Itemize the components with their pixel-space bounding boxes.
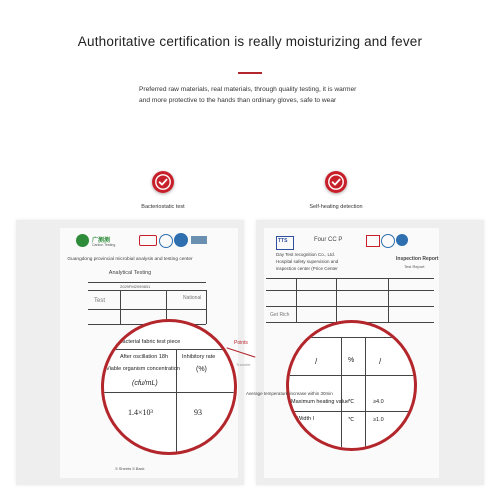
report-title: Inspection Report — [396, 256, 439, 262]
checkmark-icon — [325, 171, 347, 193]
magnifier-rule — [289, 375, 414, 376]
report-no: 2029FM2099831 — [120, 284, 151, 289]
right-magnified-detail — [286, 320, 417, 451]
left-footer: 5 Sheets 5 Back — [115, 466, 145, 471]
intro-text — [139, 84, 389, 106]
heat-value: ≥4.0 — [373, 399, 384, 405]
cell-2: % — [348, 357, 355, 364]
magnifier-rule — [289, 337, 414, 338]
avg-sub: Width I — [297, 416, 315, 422]
national-label: National — [183, 295, 202, 301]
table-rule — [388, 278, 389, 322]
magnifier-rule — [341, 337, 342, 448]
lab-line-1: Day Test recognition Co., Ltd. — [276, 252, 335, 257]
cell-3: / — [379, 357, 382, 366]
points-callout: Points — [234, 340, 248, 346]
table-rule — [296, 278, 297, 322]
magnifier-rule — [104, 392, 234, 393]
bacteriostatic-caption: Bacteriostatic test — [141, 204, 185, 210]
transfer-callout: Transfer — [236, 362, 251, 367]
row-label-oscillation: After oscillation 18h — [120, 354, 168, 360]
table-rule — [206, 290, 207, 324]
left-certificate-panel — [16, 220, 244, 485]
table-rule — [120, 290, 121, 324]
tts-logo-text: TTS — [278, 238, 288, 244]
row-label-fabric: Antibacterial fabric test piece — [110, 339, 181, 345]
table-rule — [266, 306, 434, 307]
ilac-logo-icon — [191, 236, 207, 244]
magnifier-rule — [176, 349, 177, 452]
lab-logo-icon — [76, 234, 89, 247]
avg-row-label: Average temperature increase within 30min — [246, 391, 333, 396]
table-rule — [88, 309, 206, 310]
table-rule — [266, 278, 434, 279]
intro-line-2: and more protective to the hands than ordinary gloves, safe to wear — [139, 97, 337, 104]
magnifier-rule — [289, 411, 414, 412]
seal-logo-icon — [381, 234, 395, 248]
report-sub: Test Report — [404, 264, 425, 269]
table-rule — [266, 290, 434, 291]
magnifier-rule — [365, 337, 366, 448]
magnifier-rule — [104, 349, 234, 350]
lab-line-2: Hospital safety supervision and — [276, 259, 339, 264]
section-title: Analytical Testing — [108, 270, 152, 276]
row-label: Get Rich — [270, 312, 290, 318]
table-rule — [88, 290, 206, 291]
cma-logo-icon — [139, 235, 157, 246]
unit-percent: (%) — [196, 366, 207, 373]
avg-value: ≥1.0 — [373, 417, 384, 423]
checkmark-icon — [152, 171, 174, 193]
table-rule — [88, 282, 206, 283]
page-title: Authoritative certification is really moisturizing and fever — [77, 34, 423, 49]
bacteriostatic-badge — [152, 171, 174, 193]
self-heating-caption: Self-heating detection — [309, 204, 363, 210]
left-magnified-detail — [101, 319, 237, 455]
cell-1: / — [315, 357, 318, 366]
value-concentration: 1.4×10³ — [128, 408, 153, 417]
lab-sub: Canton Testing — [92, 243, 116, 247]
self-heating-badge — [325, 171, 347, 193]
heat-row-label: Maximum heating value — [291, 399, 350, 405]
avg-unit: ℃ — [348, 417, 355, 423]
heat-unit: ℃ — [348, 399, 355, 405]
value-inhibitory-rate: 93 — [194, 408, 202, 417]
seal-logo-icon — [159, 234, 173, 248]
unit-cfu: (cfu/mL) — [132, 380, 158, 387]
lab-name: 广测测 — [92, 238, 111, 244]
table-rule — [336, 278, 337, 322]
inhibitory-rate-header: Inhibitory rate — [182, 354, 216, 360]
test-label: Test — [94, 298, 106, 304]
lab-title: Four CC P — [314, 237, 343, 243]
cnas-logo-icon — [396, 234, 408, 246]
row-label-concentration: Viable organism concentration — [106, 366, 180, 372]
title-underline — [238, 72, 262, 74]
intro-line-1: Preferred raw materials, real materials, through quality testing, it is warmer — [139, 86, 357, 93]
right-certificate-panel — [246, 220, 484, 485]
cma-logo-icon — [366, 235, 380, 247]
lab-line-3: inspection center (Price Center — [276, 266, 338, 271]
center-name: Guangdong provincial microbial analysis and testing center — [67, 257, 193, 262]
cnas-logo-icon — [174, 233, 188, 247]
